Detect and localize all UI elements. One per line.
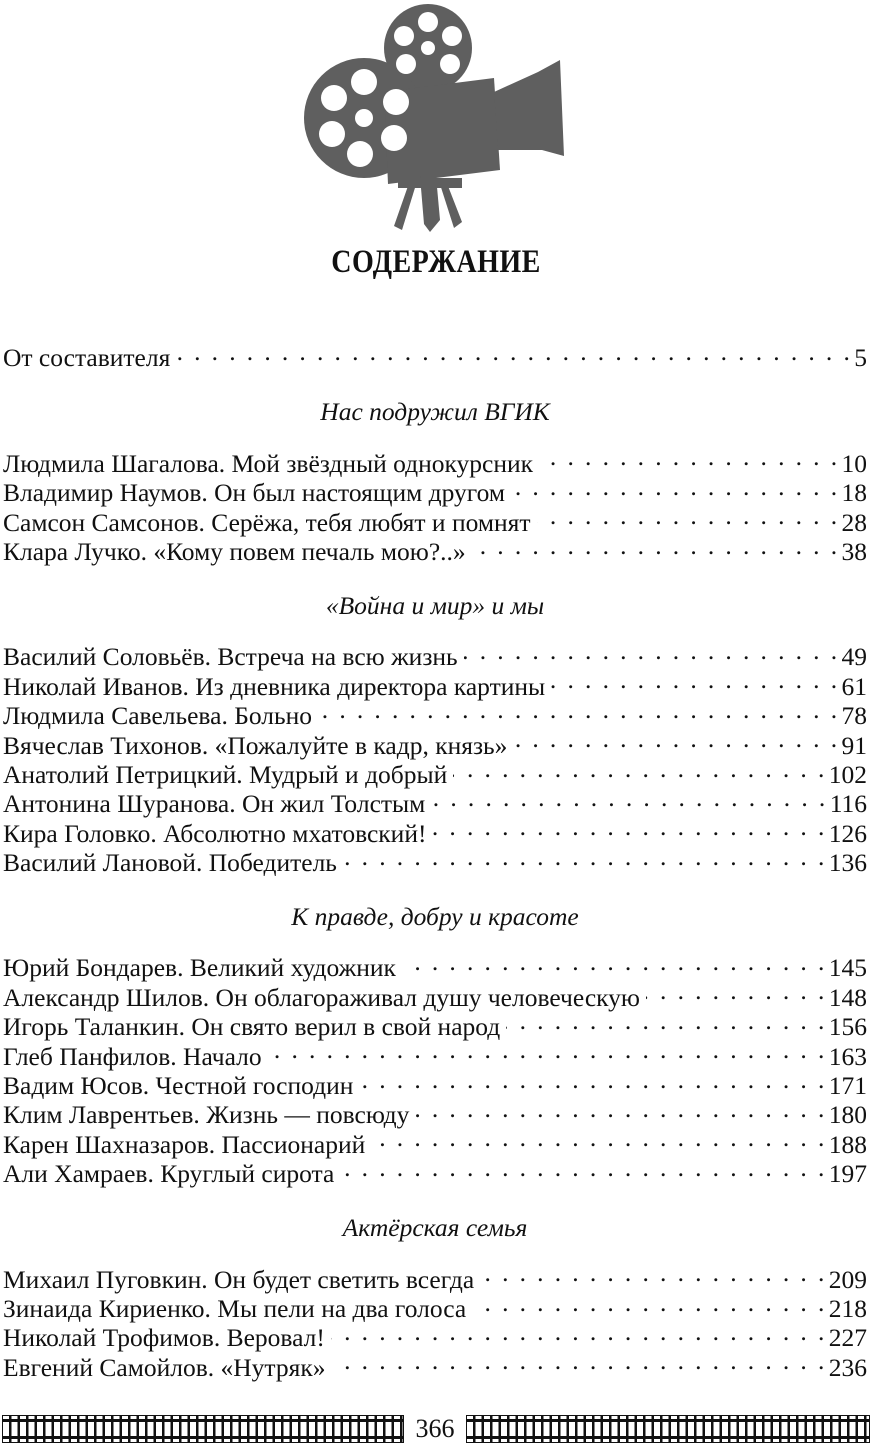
section-spacer [3, 426, 867, 442]
section-spacer [3, 931, 867, 947]
toc-entry-title: Александр Шилов. Он облагораживал душу человеческую [3, 982, 640, 1012]
dot-leader [511, 472, 840, 501]
section-heading: «Война и мир» и мы [325, 590, 545, 620]
toc-entry-title: Евгений Самойлов. «Нутряк» [3, 1352, 326, 1382]
section-heading: Актёрская семья [342, 1213, 528, 1243]
toc-entry-page: 18 [841, 478, 867, 508]
page-number: 366 [415, 1414, 455, 1443]
dot-leader [539, 442, 839, 471]
toc-entry-page: 148 [828, 982, 867, 1012]
dot-leader [464, 636, 840, 665]
toc-entry-title: Людмила Савельева. Больно [3, 701, 313, 731]
section-heading: К правде, добру и красоте [291, 902, 579, 932]
toc-entry-page: 171 [828, 1071, 867, 1101]
toc-entry[interactable] [3, 947, 867, 983]
toc-entry-page: 10 [841, 448, 867, 478]
toc-entry-page: 197 [828, 1159, 867, 1189]
toc-entry-page: 91 [841, 730, 867, 760]
toc-entry-page: 227 [828, 1323, 867, 1353]
toc-entry-title: Зинаида Кириенко. Мы пели на два голоса [3, 1293, 467, 1323]
dot-leader [331, 1317, 827, 1346]
toc-entry-page: 102 [828, 759, 867, 789]
dot-leader [268, 1035, 827, 1064]
toc-entry-title: Клим Лаврентьев. Жизнь — повсюду [3, 1100, 410, 1130]
dot-leader [453, 754, 826, 783]
dot-leader [359, 1065, 826, 1094]
dot-leader [506, 1006, 827, 1035]
film-strip-icon [466, 1415, 870, 1443]
dot-leader [371, 1123, 826, 1152]
toc-entry-title: Анатолий Петрицкий. Мудрый и добрый [3, 759, 448, 789]
toc-entry-page: 28 [841, 507, 867, 537]
toc-entry-page: 156 [828, 1012, 867, 1042]
toc-entry-page: 116 [829, 789, 867, 819]
toc-entry-title: Вячеслав Тихонов. «Пожалуйте в кадр, князь» [3, 730, 508, 760]
toc-entry-title: Людмила Шагалова. Мой звёздный однокурсник [3, 448, 534, 478]
toc-entry[interactable] [3, 636, 867, 672]
toc-entry-page: 188 [828, 1129, 867, 1159]
toc-entry-title: Самсон Самсонов. Серёжа, тебя любят и помнят [3, 507, 531, 537]
toc-entry-title: Карен Шахназаров. Пассионарий [3, 1129, 366, 1159]
section-heading: Нас подружил ВГИК [320, 397, 550, 427]
page-footer [0, 1412, 872, 1446]
toc-entry-page: 209 [828, 1264, 867, 1294]
toc-entry-title: Али Хамраев. Круглый сирота [3, 1159, 335, 1189]
toc-entry-page: 5 [854, 343, 867, 373]
dot-leader [340, 1153, 826, 1182]
toc-entry-page: 38 [841, 536, 867, 566]
dot-leader [472, 1288, 827, 1317]
table-of-contents [3, 337, 867, 1382]
toc-entry-title: Василий Соловьёв. Встреча на всю жизнь [3, 642, 458, 672]
section-spacer [3, 1242, 867, 1258]
toc-entry[interactable] [3, 1258, 867, 1294]
toc-entry-page: 136 [828, 848, 867, 878]
dot-leader [513, 724, 839, 753]
toc-entry-title: Вадим Юсов. Честной господин [3, 1071, 354, 1101]
dot-leader [343, 842, 827, 871]
dot-leader [432, 812, 826, 841]
dot-leader [480, 1258, 827, 1287]
toc-entry-title: Кира Головко. Абсолютно мхатовский! [3, 818, 427, 848]
dot-leader [402, 947, 827, 976]
toc-entry[interactable] [3, 442, 867, 478]
dot-leader [472, 531, 840, 560]
toc-entry-page: 180 [828, 1100, 867, 1130]
toc-entry-intro[interactable] [3, 337, 867, 373]
dot-leader [332, 1346, 827, 1375]
toc-entry-page: 218 [828, 1293, 867, 1323]
page-title: СОДЕРЖАНИЕ [331, 244, 541, 280]
toc-entry-page: 236 [828, 1352, 867, 1382]
toc-entry-page: 61 [841, 671, 867, 701]
toc-entry-page: 163 [828, 1041, 867, 1071]
toc-entry-title: Клара Лучко. «Кому повем печаль мою?..» [3, 536, 466, 566]
toc-entry-title: Владимир Наумов. Он был настоящим другом [3, 478, 505, 508]
dot-leader [176, 337, 852, 366]
dot-leader [415, 1094, 826, 1123]
dot-leader [318, 695, 839, 724]
toc-entry-page: 126 [828, 818, 867, 848]
toc-entry-page: 145 [828, 953, 867, 983]
dot-leader [646, 976, 827, 1005]
film-strip-icon [2, 1415, 404, 1443]
toc-entry-page: 49 [841, 642, 867, 672]
dot-leader [551, 665, 839, 694]
dot-leader [431, 783, 827, 812]
toc-entry-title: Василий Лановой. Победитель [3, 848, 337, 878]
toc-entry-page: 78 [841, 701, 867, 731]
toc-entry-title: Николай Трофимов. Веровал! [3, 1323, 325, 1353]
film-projector-icon [298, 0, 568, 232]
toc-entry-title: Игорь Таланкин. Он свято верил в свой народ [3, 1012, 501, 1042]
toc-entry-title: Николай Иванов. Из дневника директора картины [3, 671, 546, 701]
toc-entry-title: Глеб Панфилов. Начало [3, 1041, 262, 1071]
toc-entry-title: Юрий Бондарев. Великий художник [3, 953, 396, 983]
toc-entry-title: Антонина Шуранова. Он жил Толстым [3, 789, 426, 819]
toc-entry-title: Михаил Пуговкин. Он будет светить всегда [3, 1264, 475, 1294]
section-spacer [3, 620, 867, 636]
toc-entry-title: От составителя [3, 343, 171, 373]
dot-leader [537, 501, 840, 530]
